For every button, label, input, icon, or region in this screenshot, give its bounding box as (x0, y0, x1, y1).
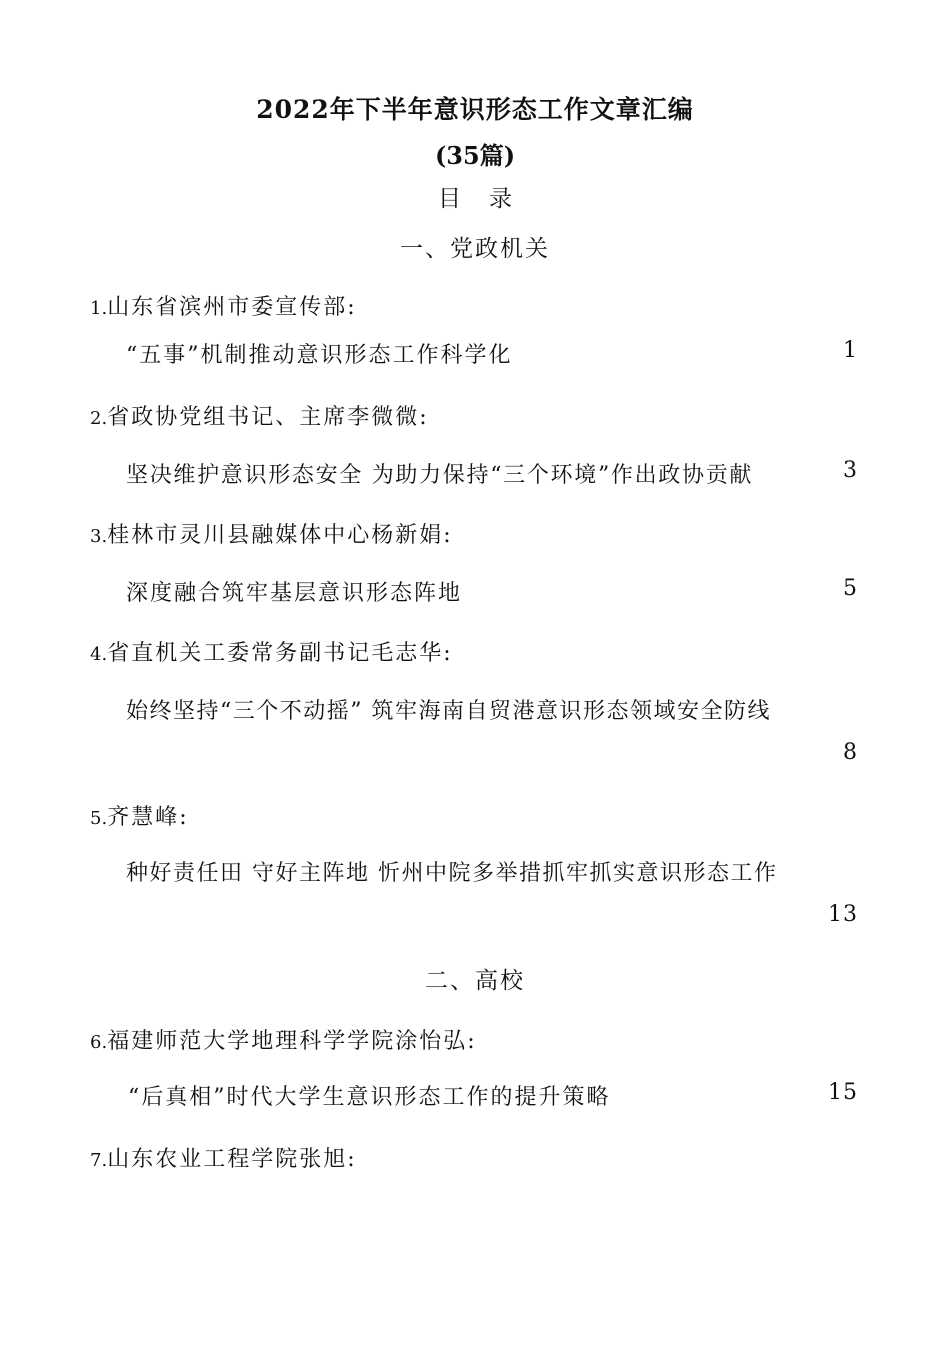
entry-author-text: 桂林市灵川县融媒体中心杨新娟: (107, 523, 453, 548)
entry-number: 6. (90, 1032, 108, 1053)
toc-entry-author (90, 1142, 357, 1173)
toc-entry-page: 5 (843, 576, 858, 601)
toc-entry-title[interactable]: 种好责任田 守好主阵地 忻州中院多举措抓牢抓实意识形态工作 (126, 861, 778, 886)
toc-entry-author (90, 1024, 477, 1055)
entry-author-text: 山东省滨州市委宣传部: (107, 295, 357, 320)
toc-entry-author (90, 518, 453, 549)
toc-entry-title[interactable]: “五事”机制推动意识形态工作科学化 (126, 343, 513, 368)
document-title: 2022年下半年意识形态工作文章汇编 (256, 95, 694, 124)
toc-entry-page: 15 (828, 1080, 858, 1105)
entry-author-text: 齐慧峰: (107, 805, 189, 830)
toc-entry-title[interactable]: 始终坚持“三个不动摇” 筑牢海南自贸港意识形态领域安全防线 (126, 699, 771, 724)
entry-number: 5. (90, 808, 108, 829)
section-heading: 一、党政机关 (400, 236, 550, 262)
entry-number: 4. (90, 644, 108, 665)
toc-entry-page: 1 (843, 338, 858, 363)
entry-author-text: 省直机关工委常务副书记毛志华: (107, 641, 453, 666)
section-heading: 二、高校 (425, 968, 525, 994)
toc-heading: 目录 (438, 186, 540, 212)
entry-number: 1. (90, 298, 108, 319)
entry-number: 2. (90, 408, 108, 429)
toc-entry-author (90, 400, 429, 431)
toc-entry-title[interactable]: 坚决维护意识形态安全 为助力保持“三个环境”作出政协贡献 (126, 463, 754, 488)
entry-author-text: 福建师范大学地理科学学院涂怡弘: (107, 1029, 477, 1054)
entry-author-text: 山东农业工程学院张旭: (107, 1147, 357, 1172)
toc-entry-page: 8 (843, 740, 858, 765)
toc-entry-page: 13 (828, 902, 858, 927)
toc-entry-title[interactable]: “后真相”时代大学生意识形态工作的提升策略 (128, 1085, 611, 1110)
document-subtitle: (35篇) (434, 141, 516, 170)
toc-entry-page: 3 (843, 458, 858, 483)
toc-entry-author (90, 800, 189, 831)
toc-entry-author (90, 290, 357, 321)
toc-entry-author (90, 636, 453, 667)
entry-author-text: 省政协党组书记、主席李微微: (107, 405, 429, 430)
entry-number: 3. (90, 526, 108, 547)
entry-number: 7. (90, 1150, 108, 1171)
toc-entry-title[interactable]: 深度融合筑牢基层意识形态阵地 (126, 581, 463, 606)
